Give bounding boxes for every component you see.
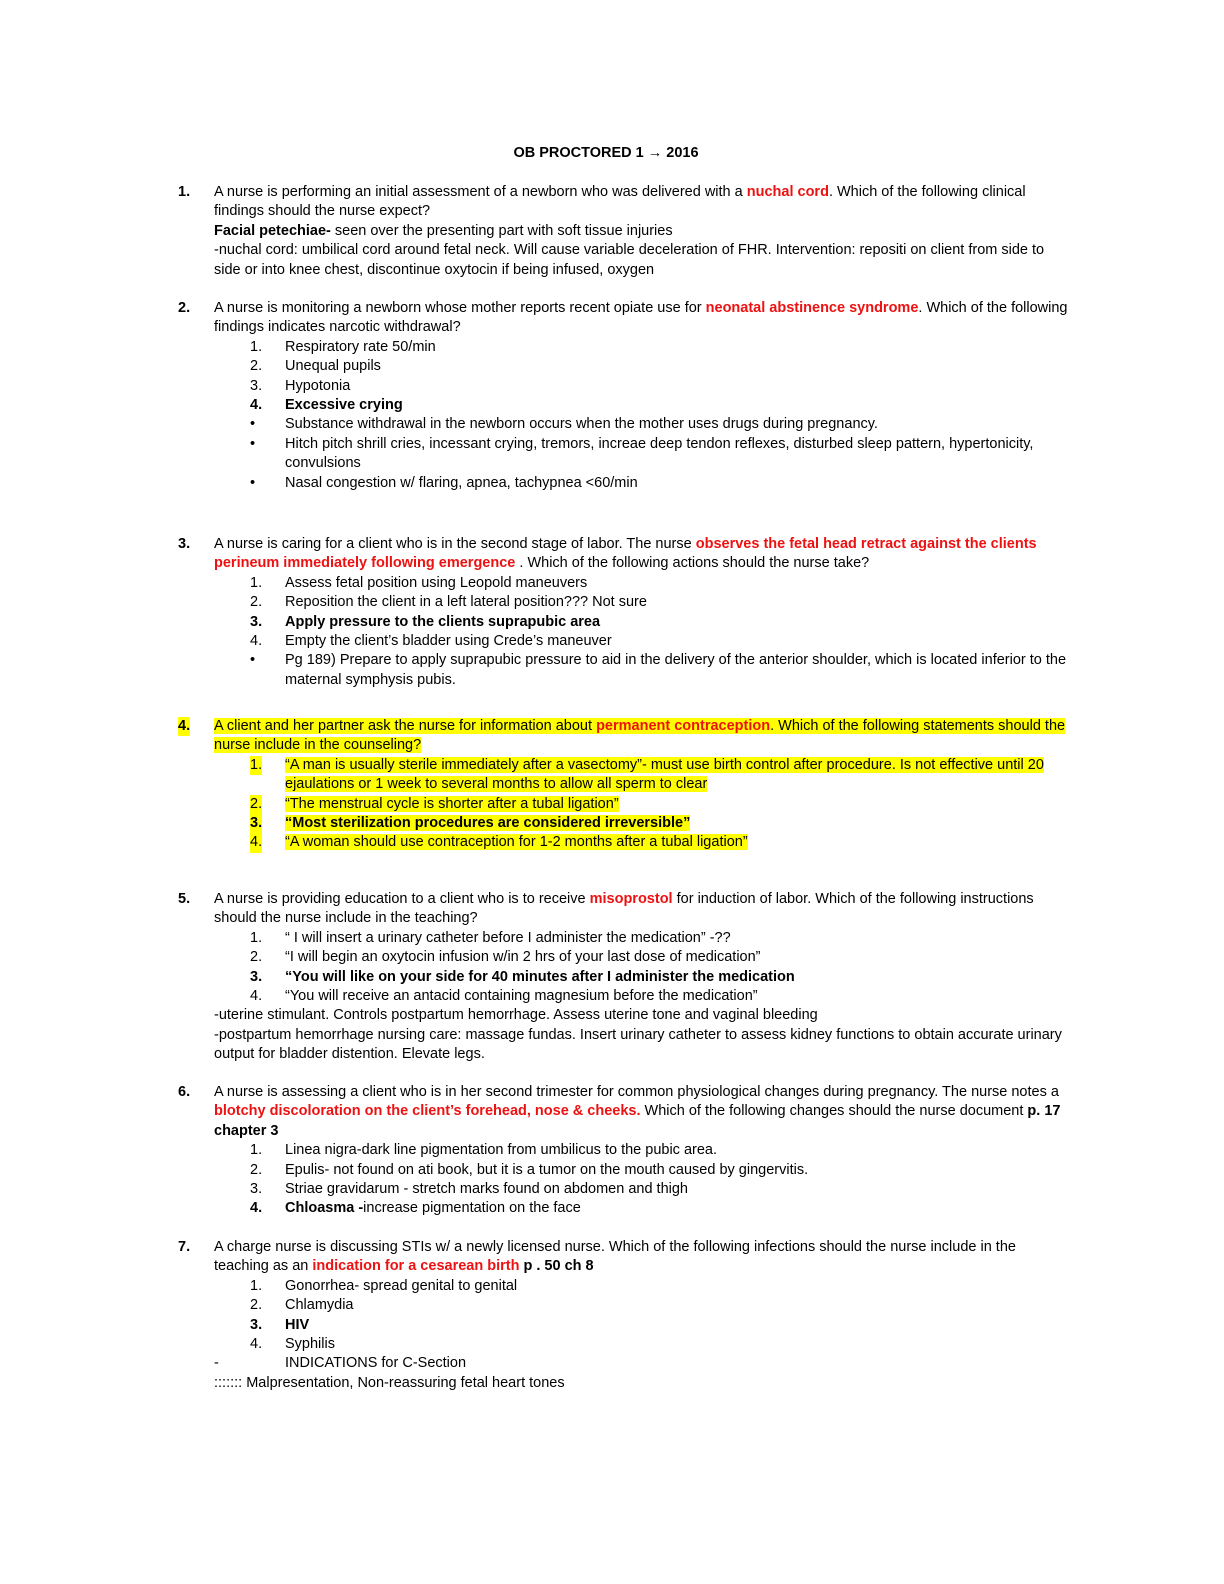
question-number: 7. [178, 1239, 191, 1255]
option-item: 2. Epulis- not found on ati book, but it is a tumor on the mouth caused by gingervitis. [250, 1161, 809, 1178]
question-4 [0, 717, 1224, 853]
option-item: 1. Gonorrhea- spread genital to genital [250, 1277, 518, 1294]
option-item: 3. Striae gravidarum - stretch marks found on abdomen and thigh [250, 1181, 688, 1198]
bullet-item: • Nasal congestion w/ flaring, apnea, tachypnea <60/min [0, 474, 1072, 493]
key-term: observes the fetal head retract against the clients perineum immediately following emergence [214, 536, 1037, 572]
question-7-stem: 7. A charge nurse is discussing STIs w/ a newly licensed nurse. Which of the following infections should the nurse include in the teaching as an indication for a cesarean birth p . 50 ch 8 [178, 1239, 1016, 1275]
question-4-stem: 4. A client and her partner ask the nurse for information about permanent contraception. Which of the following statements should the nurse include in the counseling? [178, 718, 1066, 754]
question-1-stem: 1. A nurse is performing an initial assessment of a newborn who was delivered with a nuchal cord. Which of the following clinical findings should the nurse expect? [178, 184, 1026, 220]
option-item: 4. “A woman should use contraception for 1-2 months after a tubal ligation” [0, 833, 1072, 852]
option-item: 1. Assess fetal position using Leopold maneuvers [250, 574, 588, 591]
question-number: 3. [178, 536, 191, 552]
option-item-answer: 4. Excessive crying [250, 397, 403, 414]
indications-line: - INDICATIONS for C-Section [214, 1355, 467, 1372]
option-item: 3. Hypotonia [250, 377, 351, 394]
option-item: 2. “I will begin an oxytocin infusion w/in 2 hrs of your last dose of medication” [250, 949, 761, 966]
page-title: OB PROCTORED 1 → 2016 [513, 145, 699, 161]
bullet-item: • Pg 189) Prepare to apply suprapubic pressure to aid in the delivery of the anterior shoulder, which is located inferior to the maternal symphysis pubis. [250, 652, 1067, 688]
option-item: 4. Syphilis [250, 1336, 335, 1353]
question-2-stem: 2. A nurse is monitoring a newborn whose mother reports recent opiate use for neonatal abstinence syndrome. Which of the following findings indicates narcotic withdrawal? [178, 300, 1068, 336]
question-1 [0, 183, 1224, 280]
question-2 [0, 299, 1224, 493]
question-3 [0, 535, 1224, 690]
key-term: blotchy discoloration on the client’s forehead, nose & cheeks. [214, 1103, 641, 1120]
key-term: neonatal abstinence syndrome [705, 300, 919, 316]
bullet-icon: • [250, 652, 256, 669]
question-number: 2. [178, 300, 191, 316]
question-5-stem: 5. A nurse is providing education to a client who is to receive misoprostol for induction of labor. Which of the following instructions should the nurse include in the teaching? [178, 891, 1034, 927]
question-6 [0, 1083, 1224, 1219]
answer-line: Facial petechiae- seen over the presenting part with soft tissue injuries [214, 222, 673, 239]
bullet-icon: • [250, 474, 256, 491]
question-7 [0, 1238, 1224, 1393]
key-term: misoprostol [589, 891, 673, 907]
question-number: 5. [178, 891, 191, 907]
option-item: 4. Empty the client’s bladder using Crede’s maneuver [250, 633, 612, 650]
option-item: 2. “The menstrual cycle is shorter after a tubal ligation” [0, 795, 1072, 814]
question-number: 4. [178, 717, 190, 736]
key-term: indication for a cesarean birth [312, 1258, 520, 1275]
question-6-stem: 6. A nurse is assessing a client who is in her second trimester for common physiological changes during pregnancy. The nurse notes a blotchy discoloration on the client’s forehead, nose & cheeks. Which of the following changes should the nurse document p. 17 chapter 3 [178, 1084, 1061, 1139]
option-item: 1. Respiratory rate 50/min [250, 338, 436, 355]
question-3-stem: 3. A nurse is caring for a client who is in the second stage of labor. The nurse observes the fetal head retract against the clients perineum immediately following emergence . Which of the following actions should the nurse take? [178, 536, 1037, 572]
bullet-item: • Hitch pitch shrill cries, incessant crying, tremors, increae deep tendon reflexes, disturbed sleep pattern, hypertonicity, convulsions [250, 435, 1034, 472]
key-term: permanent contraception [596, 718, 771, 734]
option-item-answer: 3. HIV [250, 1316, 310, 1333]
page-reference: p. 17 chapter 3 [214, 1103, 1061, 1139]
option-item: 1. “A man is usually sterile immediately after a vasectomy”- must use birth control after procedure. Is not effective until 20 ejaulations or 1 week to several months to allow all sperm to clear [250, 756, 1044, 793]
question-number: 1. [178, 184, 191, 200]
option-item: 2. Reposition the client in a left lateral position??? Not sure [250, 594, 647, 611]
option-item: 4. “You will receive an antacid containing magnesium before the medication” [250, 988, 758, 1005]
note-line: ::::::: Malpresentation, Non-reassuring fetal heart tones [214, 1374, 565, 1391]
bullet-icon: • [250, 416, 256, 433]
question-number: 6. [178, 1084, 191, 1100]
option-item-answer: 3. Apply pressure to the clients suprapubic area [250, 613, 601, 630]
option-item: 2. Chlamydia [250, 1297, 354, 1314]
option-item-answer: 4. Chloasma -increase pigmentation on the face [250, 1200, 581, 1217]
note-line: -nuchal cord: umbilical cord around fetal neck. Will cause variable deceleration of FHR. Intervention: repositi on client from side to side or into knee chest, discontinue oxytocin if being infused, oxygen [214, 242, 1045, 278]
bullet-icon: • [250, 435, 256, 452]
option-item: 2. Unequal pupils [250, 358, 381, 375]
key-term: nuchal cord [746, 184, 829, 200]
bullet-item: • Substance withdrawal in the newborn occurs when the mother uses drugs during pregnancy. [0, 415, 1072, 434]
page-reference: p . 50 ch 8 [519, 1258, 594, 1275]
option-item-answer: 3. “Most sterilization procedures are considered irreversible” [0, 814, 1072, 833]
note-line: -postpartum hemorrhage nursing care: massage fundas. Insert urinary catheter to assess kidney functions to obtain accurate urinary output for bladder distention. Elevate legs. [214, 1026, 1062, 1063]
option-item: 1. “ I will insert a urinary catheter before I administer the medication” -?? [250, 929, 731, 946]
option-item: 1. Linea nigra-dark line pigmentation from umbilicus to the pubic area. [250, 1142, 718, 1159]
option-item-answer: 3. “You will like on your side for 40 minutes after I administer the medication [250, 968, 795, 985]
question-5 [0, 890, 1224, 1065]
note-line: -uterine stimulant. Controls postpartum hemorrhage. Assess uterine tone and vaginal bleeding [214, 1007, 818, 1024]
